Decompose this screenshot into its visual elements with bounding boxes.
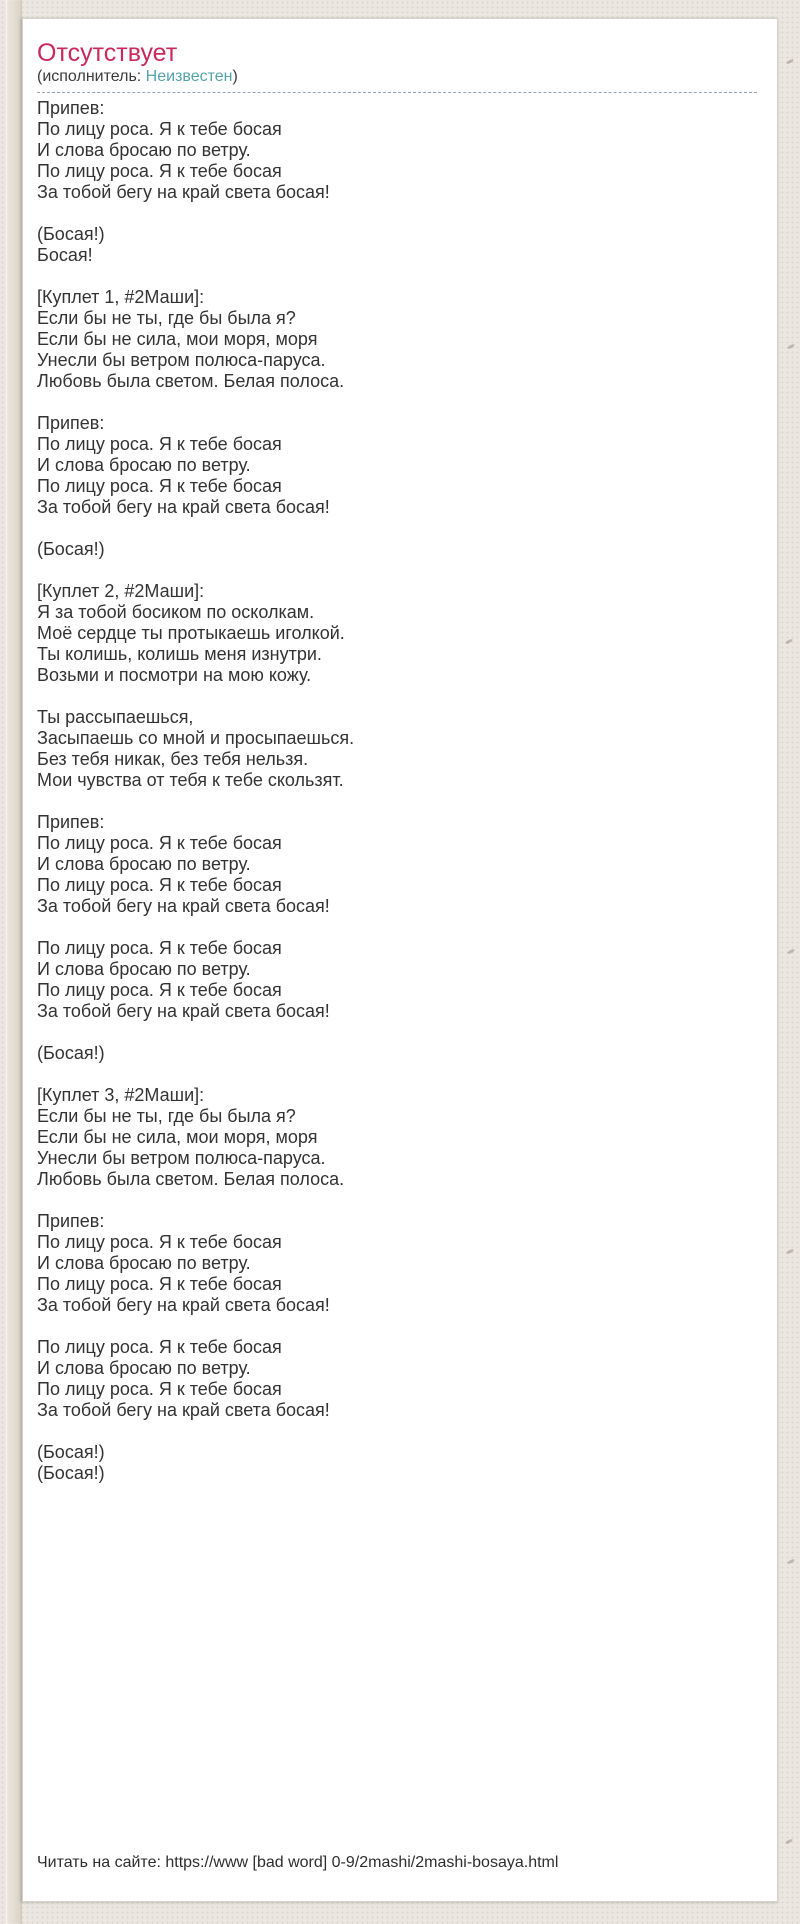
lyrics-line: Припев: xyxy=(37,812,105,832)
lyrics-line: Босая! xyxy=(37,245,93,265)
lyrics-line: По лицу роса. Я к тебе босая xyxy=(37,476,282,496)
lyrics-line: (Босая!) xyxy=(37,1442,105,1462)
lyrics-line: Ты рассыпаешься, xyxy=(37,707,194,727)
lyrics-line: Припев: xyxy=(37,98,105,118)
lyrics-line: И слова бросаю по ветру. xyxy=(37,1253,251,1273)
lyrics-line: И слова бросаю по ветру. xyxy=(37,1358,251,1378)
lyrics-line: (Босая!) xyxy=(37,1463,105,1483)
lyrics-line: По лицу роса. Я к тебе босая xyxy=(37,1274,282,1294)
lyrics-line: Если бы не ты, где бы была я? xyxy=(37,308,296,328)
lyrics-line: По лицу роса. Я к тебе босая xyxy=(37,833,282,853)
lyrics-line: (Босая!) xyxy=(37,539,105,559)
stanza xyxy=(37,938,757,1022)
artist-link[interactable]: Неизвестен xyxy=(145,68,233,85)
stanza xyxy=(37,1442,757,1484)
paper-speck xyxy=(787,343,795,349)
lyrics-line: Припев: xyxy=(37,1211,105,1231)
lyrics-line: И слова бросаю по ветру. xyxy=(37,854,251,874)
lyrics-line: Возьми и посмотри на мою кожу. xyxy=(37,665,312,685)
lyrics-line: За тобой бегу на край света босая! xyxy=(37,182,330,202)
lyrics-line: За тобой бегу на край света босая! xyxy=(37,1295,330,1315)
lyrics-line: По лицу роса. Я к тебе босая xyxy=(37,1232,282,1252)
stanza xyxy=(37,1211,757,1316)
stanza xyxy=(37,1043,757,1064)
stanza xyxy=(37,413,757,518)
lyrics-line: И слова бросаю по ветру. xyxy=(37,140,251,160)
lyrics-line: Припев: xyxy=(37,413,105,433)
lyrics-line: Любовь была светом. Белая полоса. xyxy=(37,371,345,391)
lyrics-line: [Куплет 1, #2Маши]: xyxy=(37,287,205,307)
lyrics-line: (Босая!) xyxy=(37,1043,105,1063)
lyrics-line: За тобой бегу на край света босая! xyxy=(37,497,330,517)
stanza xyxy=(37,287,757,392)
content-card xyxy=(22,18,778,1902)
paper-speck xyxy=(787,948,795,954)
lyrics-line: Если бы не ты, где бы была я? xyxy=(37,1106,296,1126)
paper-speck xyxy=(785,638,793,644)
paper-speck xyxy=(785,1838,793,1844)
paper-speck xyxy=(787,1558,795,1564)
lyrics-line: По лицу роса. Я к тебе босая xyxy=(37,161,282,181)
lyrics-line: По лицу роса. Я к тебе босая xyxy=(37,875,282,895)
lyrics-line: По лицу роса. Я к тебе босая xyxy=(37,119,282,139)
stanza xyxy=(37,539,757,560)
lyrics-line: [Куплет 3, #2Маши]: xyxy=(37,1085,205,1105)
torn-paper-edge xyxy=(6,0,22,1924)
paper-speck xyxy=(786,58,794,64)
lyrics xyxy=(37,98,757,1484)
lyrics-line: Моё сердце ты протыкаешь иголкой. xyxy=(37,623,345,643)
lyrics-line: За тобой бегу на край света босая! xyxy=(37,1001,330,1021)
lyrics-line: Любовь была светом. Белая полоса. xyxy=(37,1169,345,1189)
lyrics-line: По лицу роса. Я к тебе босая xyxy=(37,938,282,958)
lyrics-line: Без тебя никак, без тебя нельзя. xyxy=(37,749,309,769)
artist-suffix: ) xyxy=(232,68,238,85)
stanza xyxy=(37,98,757,203)
lyrics-line: По лицу роса. Я к тебе босая xyxy=(37,980,282,1000)
lyrics-line: [Куплет 2, #2Маши]: xyxy=(37,581,205,601)
stanza xyxy=(37,1337,757,1421)
lyrics-line: По лицу роса. Я к тебе босая xyxy=(37,1337,282,1357)
stanza xyxy=(37,581,757,686)
footer-note: Читать на сайте: https://www [bad word] 0-9/2mashi/2mashi-bosaya.html xyxy=(37,1854,559,1871)
paper-speck xyxy=(786,1248,794,1254)
lyrics-line: Я за тобой босиком по осколкам. xyxy=(37,602,315,622)
lyrics-line: За тобой бегу на край света босая! xyxy=(37,1400,330,1420)
lyrics-line: Унесли бы ветром полюса-паруса. xyxy=(37,1148,326,1168)
stanza xyxy=(37,1085,757,1190)
artist-line xyxy=(37,67,757,93)
artist-prefix: (исполнитель: xyxy=(37,68,146,85)
lyrics-line: И слова бросаю по ветру. xyxy=(37,455,251,475)
lyrics-line: Ты колишь, колишь меня изнутри. xyxy=(37,644,322,664)
lyrics-line: За тобой бегу на край света босая! xyxy=(37,896,330,916)
lyrics-line: Мои чувства от тебя к тебе скользят. xyxy=(37,770,344,790)
lyrics-line: Засыпаешь со мной и просыпаешься. xyxy=(37,728,355,748)
stanza xyxy=(37,224,757,266)
lyrics-line: Если бы не сила, мои моря, моря xyxy=(37,329,318,349)
lyrics-line: Если бы не сила, мои моря, моря xyxy=(37,1127,318,1147)
lyrics-line: Унесли бы ветром полюса-паруса. xyxy=(37,350,326,370)
lyrics-line: И слова бросаю по ветру. xyxy=(37,959,251,979)
stanza xyxy=(37,707,757,791)
lyrics-line: По лицу роса. Я к тебе босая xyxy=(37,1379,282,1399)
lyrics-line: По лицу роса. Я к тебе босая xyxy=(37,434,282,454)
lyrics-line: (Босая!) xyxy=(37,224,105,244)
stanza xyxy=(37,812,757,917)
page-title: Отсутствует xyxy=(37,39,178,67)
